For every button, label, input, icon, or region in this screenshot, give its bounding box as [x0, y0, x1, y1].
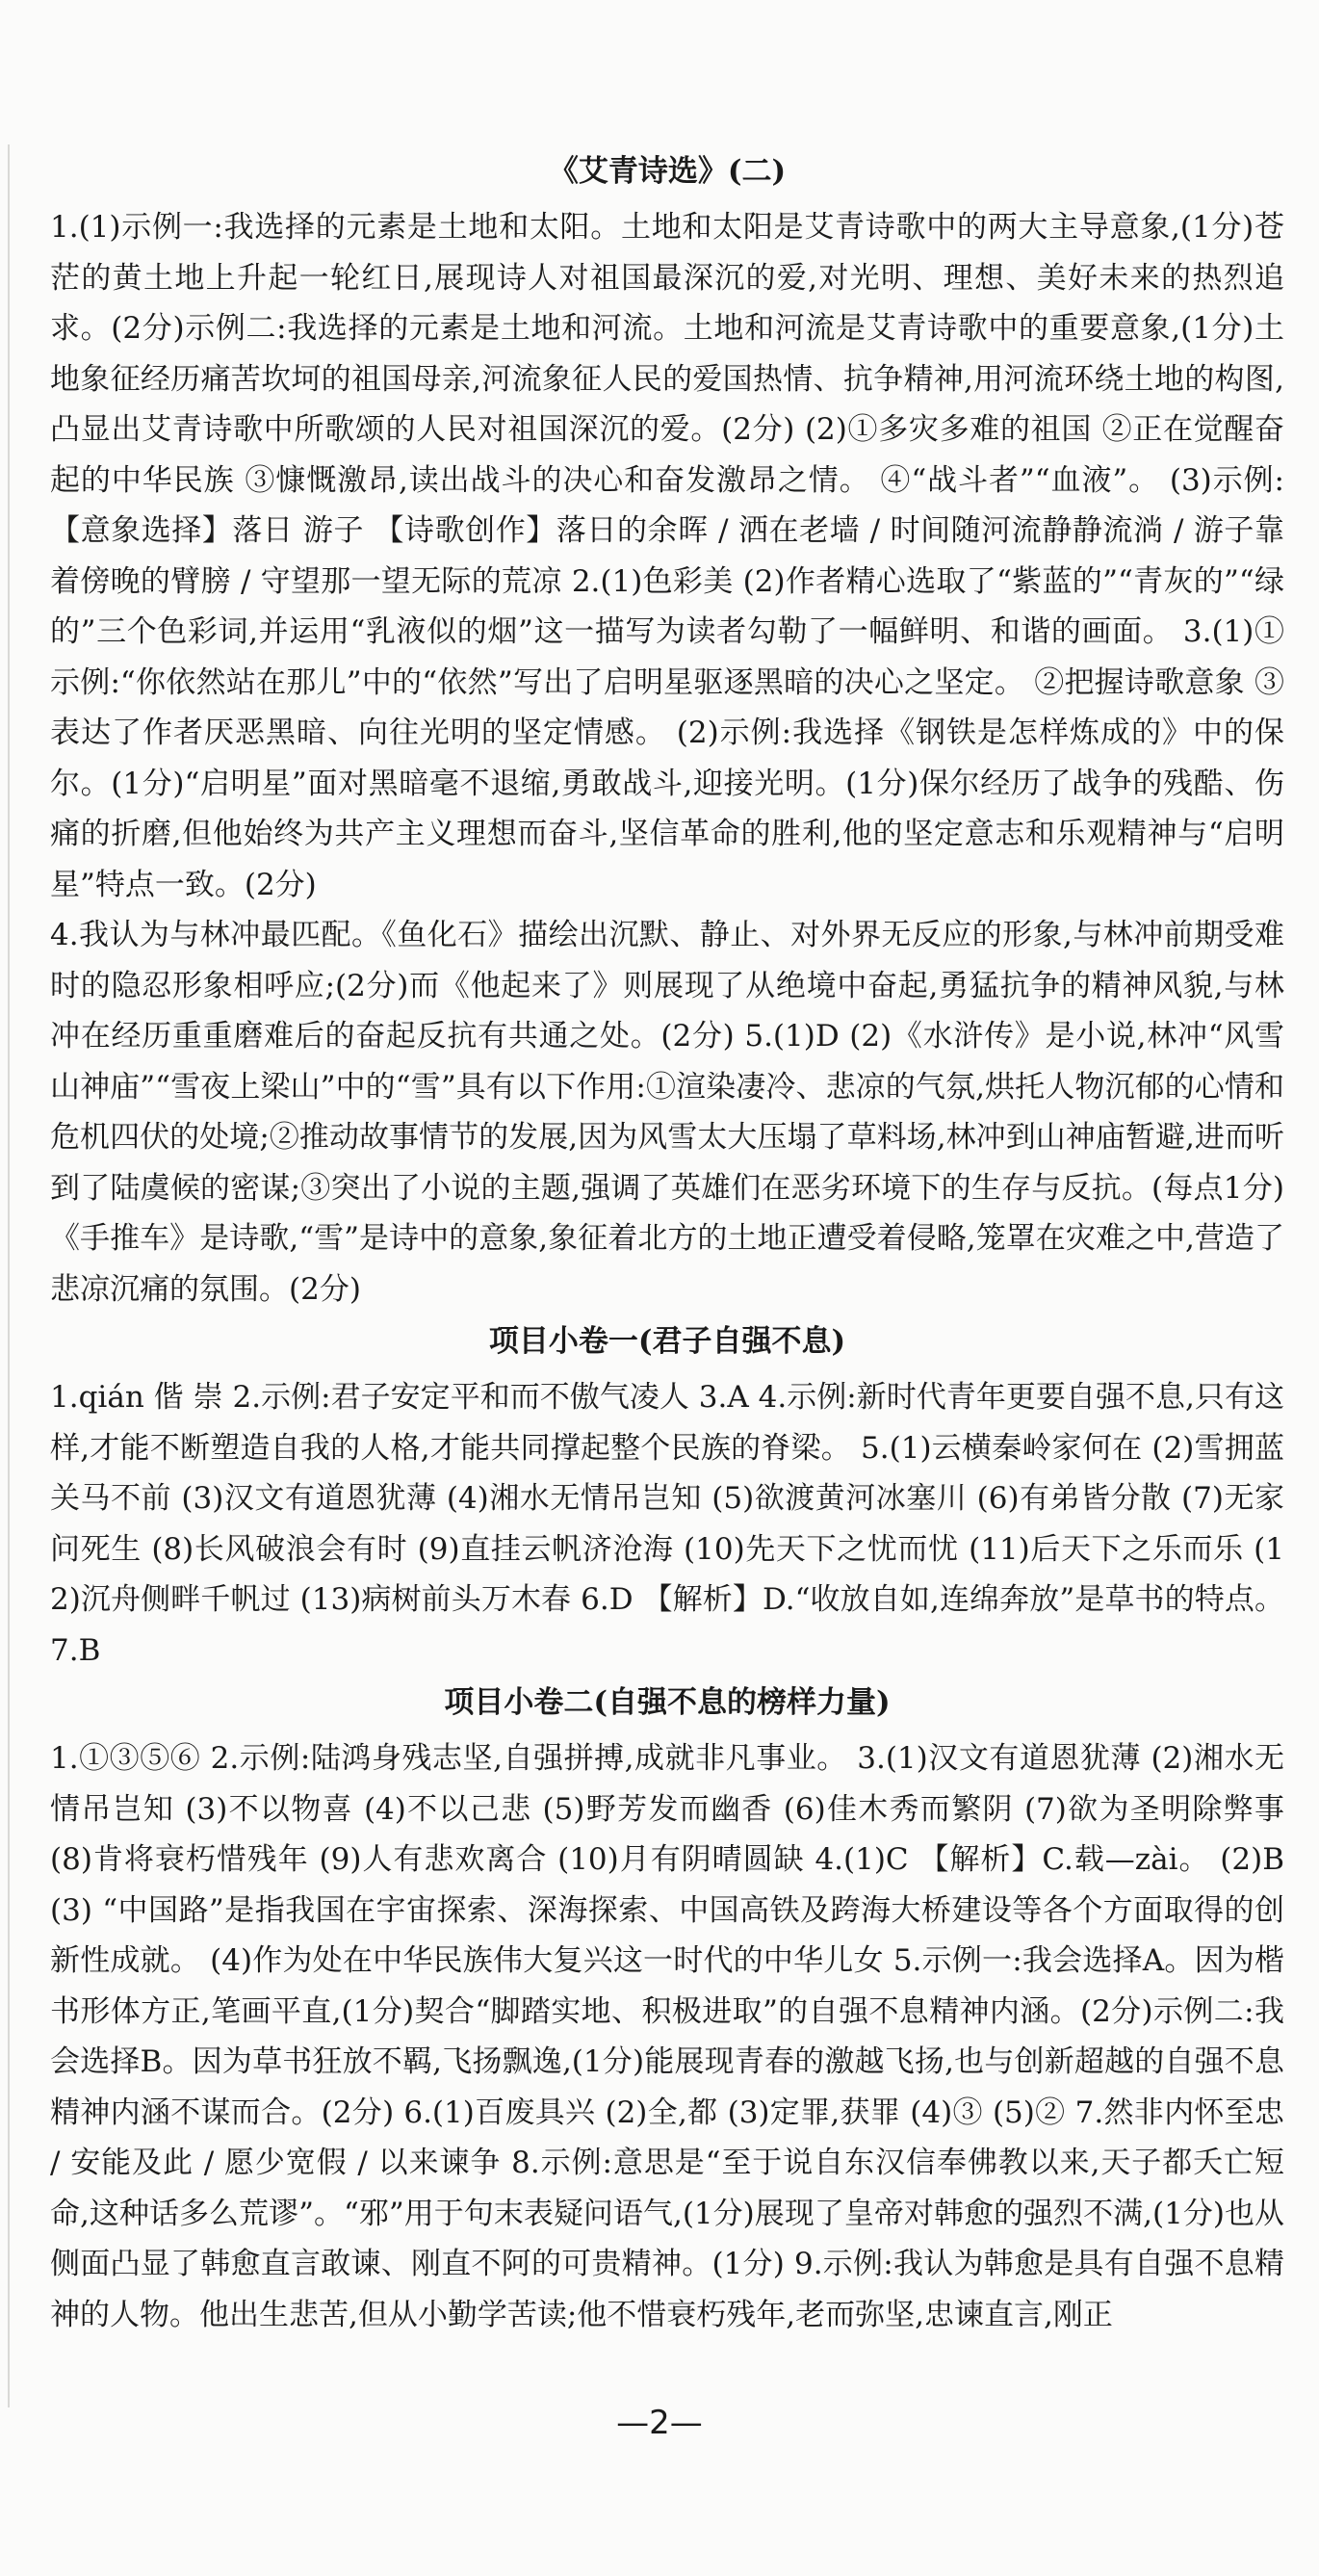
margin-rule	[8, 144, 10, 2407]
answer-item: 6.(1)百废具兴 (2)全,都 (3)定罪,获罪 (4)③ (5)② 7.然非内怀至忠 / 安能及此 / 愿少宽假 / 以来谏争	[50, 2095, 1284, 2180]
answer-item: (2)示例:我选择《钢铁是怎样炼成的》中的保尔。(1分)“启明星”面对黑暗毫不退缩,勇敢战斗,迎接光明。(1分)保尔经历了战争的残酷、伤痛的折磨,但他始终为共产主义理想而奋斗,坚信革命的胜利,他的坚定意志和乐观精神与“启明星”特点一致。(2分)	[50, 716, 1285, 902]
answer-item: 1.qián 偕 崇 2.示例:君子安定平和而不傲气凌人 3.A 4.示例:新时代青年更要自强不息,只有这样,才能不断塑造自我的人格,才能共同撑起整个民族的脊梁。	[50, 1380, 1284, 1466]
answer-paragraph	[50, 202, 1284, 910]
answer-item: 6.D 【解析】D.“收放自如,连绵奔放”是草书的特点。 7.B	[50, 1582, 1284, 1668]
answer-item: 3.(1)汉文有道恩犹薄 (2)湘水无情吊岂知 (3)不以物喜 (4)不以己悲 (5)野芳发而幽香 (6)佳木秀而繁阴 (7)欲为圣明除弊事 (8)肯将衰朽惜残年 (9)人有悲欢离合 (10)月有阴晴圆缺	[50, 1741, 1284, 1877]
answer-content	[50, 144, 1284, 2340]
answer-item: 9.示例:我认为韩愈是具有自强不息精神的人物。他出生悲苦,但从小勤学苦读;他不惜衰朽残年,老而弥坚,忠谏直言,刚正	[50, 2247, 1284, 2332]
answer-item: 1.①③⑤⑥ 2.示例:陆鸿身残志坚,自强拼搏,成就非凡事业。	[50, 1741, 847, 1776]
answer-item: 5.(1)云横秦岭家何在 (2)雪拥蓝关马不前 (3)汉文有道恩犹薄 (4)湘水无情吊岂知 (5)欲渡黄河冰塞川 (6)有弟皆分散 (7)无家问死生 (8)长风破浪会有时 (9)直挂云帆济沧海 (10)先天下之忧而忧 (11)后天下之乐而乐 (12)沉舟侧畔千帆过 (13)病树前头万木春	[50, 1430, 1284, 1617]
section-title: 《艾青诗选》(二)	[548, 154, 787, 189]
page-number: —2—	[616, 2404, 703, 2442]
answer-item: (3)示例:【意象选择】落日 游子 【诗歌创作】落日的余晖 / 洒在老墙 / 时间随河流静静流淌 / 游子靠着傍晚的臂膀 / 守望那一望无际的荒凉	[50, 462, 1284, 599]
answer-paragraph	[50, 910, 1284, 1314]
answer-item: 2.(1)色彩美 (2)作者精心选取了“紫蓝的”“青灰的”“绿的”三个色彩词,并运用“乳液似的烟”这一描写为读者勾勒了一幅鲜明、和谐的画面。	[50, 563, 1285, 649]
answer-item: 8.示例:意思是“至于说自东汉信奉佛教以来,天子都夭亡短命,这种话多么荒谬”。“邪”用于句末表疑问语气,(1分)展现了皇帝对韩愈的强烈不满,(1分)也从侧面凸显了韩愈直言敢谏、刚直不阿的可贵精神。(1分)	[50, 2146, 1284, 2281]
answer-item: 1.(1)示例一:我选择的元素是土地和太阳。土地和太阳是艾青诗歌中的两大主导意象,(1分)苍茫的黄土地上升起一轮红日,展现诗人对祖国最深沉的爱,对光明、理想、美好未来的热烈追求。(2分)示例二:我选择的元素是土地和河流。土地和河流是艾青诗歌中的重要意象,(1分)土地象征经历痛苦坎坷的祖国母亲,河流象征人民的爱国热情、抗争精神,用河流环绕土地的构图,凸显出艾青诗歌中所歌颂的人民对祖国深沉的爱。(2分)	[50, 210, 1284, 447]
answer-item: 4.我认为与林冲最匹配。《鱼化石》描绘出沉默、静止、对外界无反应的形象,与林冲前期受难时的隐忍形象相呼应;(2分)而《他起来了》则展现了从绝境中奋起,勇猛抗争的精神风貌,与林冲在经历重重磨难后的奋起反抗有共通之处。(2分)	[50, 918, 1284, 1054]
answer-item: 3.(1)①示例:“你依然站在那儿”中的“依然”写出了启明星驱逐黑暗的决心之坚定。 ②把握诗歌意象 ③表达了作者厌恶黑暗、向往光明的坚定情感。	[50, 614, 1284, 750]
answer-paragraph	[50, 1733, 1284, 2340]
section-title: 项目小卷一(君子自强不息)	[488, 1324, 846, 1359]
answer-item: 5.(1)D (2)《水浒传》是小说,林冲“风雪山神庙”“雪夜上梁山”中的“雪”具有以下作用:①渲染凄冷、悲凉的气氛,烘托人物沉郁的心情和危机四伏的处境;②推动故事情节的发展,因为风雪太大压塌了草料场,林冲到山神庙暂避,进而听到了陆虞候的密谋;③突出了小说的主题,强调了英雄们在恶劣环境下的生存与反抗。(每点1分)《手推车》是诗歌,“雪”是诗中的意象,象征着北方的土地正遭受着侵略,笼罩在灾难之中,营造了悲凉沉痛的氛围。(2分)	[50, 1019, 1284, 1307]
answer-item: 4.(1)C 【解析】C.载—zài。 (2)B (3) “中国路”是指我国在宇宙探索、深海探索、中国高铁及跨海大桥建设等各个方面取得的创新性成就。 (4)作为处在中华民族伟大复兴这一时代的中华儿女	[50, 1842, 1285, 1978]
answer-item: (2)①多灾多难的祖国 ②正在觉醒奋起的中华民族 ③慷慨激昂,读出战斗的决心和奋发激昂之情。 ④“战斗者”“血液”。	[50, 412, 1284, 498]
answer-paragraph	[50, 1372, 1284, 1676]
answer-item: 5.示例一:我会选择A。因为楷书形体方正,笔画平直,(1分)契合“脚踏实地、积极进取”的自强不息精神内涵。(2分)示例二:我会选择B。因为草书狂放不羁,飞扬飘逸,(1分)能展现青春的激越飞扬,也与创新超越的自强不息精神内涵不谋而合。(2分)	[50, 1943, 1284, 2130]
section-title: 项目小卷二(自强不息的榜样力量)	[444, 1685, 891, 1720]
